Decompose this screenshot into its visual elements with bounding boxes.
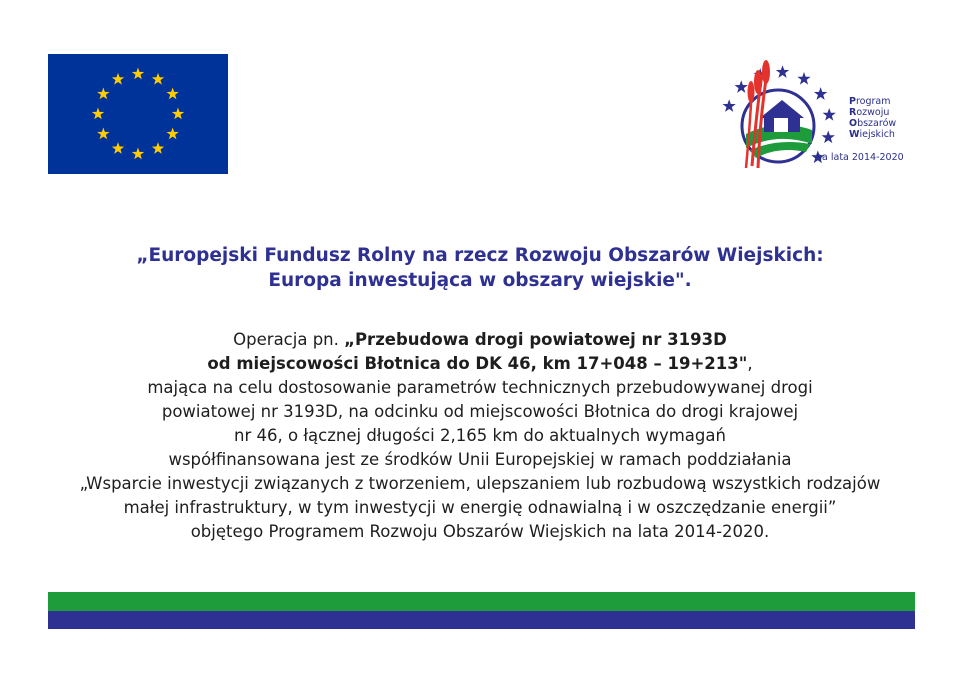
operation-prefix: Operacja pn. — [233, 330, 345, 349]
prow-word-first-letter: W — [849, 129, 860, 140]
prow-word-rest: ozwoju — [856, 107, 890, 118]
prow-logo-text — [849, 96, 896, 140]
operation-title: od miejscowości Błotnica do DK 46, km 17+048 – 19+213" — [207, 354, 748, 373]
eu-flag-icon — [48, 54, 228, 174]
operation-description — [0, 328, 960, 544]
body-line: objętego Programem Rozwoju Obszarów Wiejskich na lata 2014-2020. — [190, 522, 770, 541]
prow-word-rest: rogram — [855, 96, 891, 107]
prow-star-icon — [735, 80, 748, 93]
body-line: „Wsparcie inwestycji związanych z tworzeniem, ulepszaniem lub rozbudową wszystkich rodzajów — [79, 474, 881, 493]
headline-line: „Europejski Fundusz Rolny na rzecz Rozwoju Obszarów Wiejskich: — [136, 245, 824, 266]
body-line: powiatowej nr 3193D, na odcinku od miejscowości Błotnica do drogi krajowej — [161, 402, 799, 421]
operation-title-line — [0, 328, 960, 352]
body-line: małej infrastruktury, w tym inwestycji w energię odnawialną i w oszczędzanie energii” — [123, 498, 837, 517]
prow-word-first-letter: R — [849, 107, 857, 118]
footer-stripe-blue — [48, 611, 915, 629]
prow-logo-years: na lata 2014-2020 — [816, 152, 904, 163]
headline — [0, 243, 960, 293]
prow-star-icon — [822, 130, 835, 143]
footer-stripe-green — [48, 592, 915, 611]
operation-title-line — [0, 352, 960, 376]
body-line: współfinansowana jest ze środków Unii Europejskiej w ramach poddziałania — [168, 450, 792, 469]
operation-title: „Przebudowa drogi powiatowej nr 3193D — [344, 330, 727, 349]
headline-line: Europa inwestująca w obszary wiejskie". — [268, 270, 692, 291]
prow-star-icon — [722, 99, 735, 112]
prow-word-rest: iejskich — [859, 129, 895, 140]
prow-star-icon — [776, 65, 789, 78]
prow-word-first-letter: P — [849, 96, 856, 107]
body-line: mająca na celu dostosowanie parametrów technicznych przebudowywanej drogi — [147, 378, 813, 397]
body-line: nr 46, o łącznej długości 2,165 km do aktualnych wymagań — [234, 426, 726, 445]
prow-word-rest: bszarów — [857, 118, 897, 129]
prow-word-first-letter: O — [849, 118, 858, 129]
prow-star-icon — [814, 87, 827, 100]
operation-title-suffix: , — [747, 354, 753, 373]
prow-star-icon — [823, 108, 836, 121]
prow-star-icon — [797, 72, 810, 85]
